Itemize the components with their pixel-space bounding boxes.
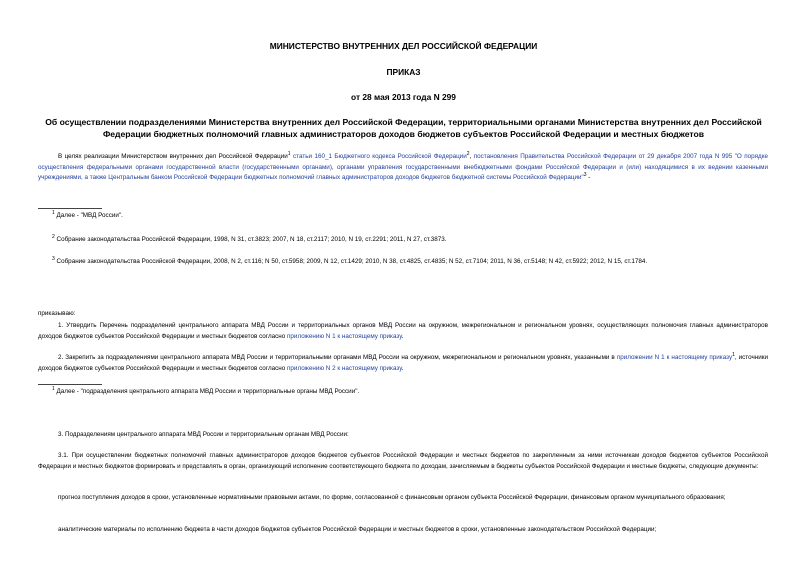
bullet-forecast: прогноз поступления доходов в сроки, установленные нормативными правовыми актами, по форме, согласованной с финансовым органом субъекта Российской Федерации, финансовым органом муниципального образования; (58, 494, 726, 501)
footnote-text: Далее - "подразделения центрального аппарата МВД России и территориальные органы МВД России". (54, 388, 360, 395)
item-3-1-paragraph: 3.1. При осуществлении бюджетных полномочий главных администраторов доходов бюджетов субъектов Российской Федерации и местных бюджетов по закрепленным за ними источникам доходов бюджетов субъектов Российской Федерации и местных бюджетов формировать и представлять в орган, организующий исполнение соответствующего бюджета по доходам, зачисляемым в бюджеты субъектов Российской Федерации и местные бюджеты, следующие документы: (38, 452, 768, 470)
footnote-number: 2 (52, 233, 55, 240)
ministry-heading: МИНИСТЕРСТВО ВНУТРЕННИХ ДЕЛ РОССИЙСКОЙ ФЕДЕРАЦИИ (269, 41, 538, 51)
document-type: ПРИКАЗ (386, 67, 421, 77)
item-3-paragraph: 3. Подразделениям центрального аппарата МВД России и территориальным органам МВД России: (58, 431, 349, 438)
item-2-paragraph (38, 353, 768, 374)
footnote-text: Собрание законодательства Российской Федерации, 2008, N 2, ст.116; N 50, ст.5958; 2009, N 12, ст.1429; 2010, N 38, ст.4825, ст.4835; N 52, ст.7104; 2011, N 36, ст.5148; N 42, ст.5922; 2012, N 15, ст.1784. (54, 258, 648, 265)
footnote-ref[interactable]: 2 (466, 150, 470, 157)
link-government-resolution[interactable]: постановления Правительства Российской Федерации от 29 декабря 2007 года N 995 "О порядке осуществления федеральными органами государственной власти (государственными органами), органами управления государственными внебюджетными фондами Российской Федерации и (или) находящимися в их ведении казенными учреждениями, а также Центральным банком Российской Федерации бюджетных полномочий главных администраторов доходов бюджетов бюджетной системы Российской Федерации" (38, 153, 769, 182)
footnote-ref[interactable]: 1 (287, 150, 291, 157)
footnote-separator (38, 208, 102, 209)
order-word: приказываю: (38, 310, 76, 317)
item-1-end: . (401, 332, 404, 340)
footnote-number: 1 (52, 209, 55, 216)
footnote-text: Далее - "МВД России". (54, 212, 123, 219)
link-appendix-2[interactable]: приложению N 2 к настоящему приказу (287, 364, 402, 372)
footnote-1 (52, 211, 123, 221)
footnote-number: 3 (52, 255, 55, 262)
item-1-text: 1. Утвердить Перечень подразделений центрального аппарата МВД России и территориальных органов МВД России на окружном, межрегиональном и региональном уровнях, осуществляющих полномочия главных администраторов доходов бюджетов субъектов Российской Федерации и местных бюджетов согласно (38, 322, 768, 340)
footnote-3 (52, 257, 647, 267)
item-1-paragraph (38, 321, 768, 342)
link-budget-code[interactable]: статьи 160_1 Бюджетного кодекса Российской Федерации (293, 153, 467, 160)
preamble-paragraph (38, 152, 768, 184)
item-2-mid: , источники доходов бюджетов субъектов Российской Федерации и местных бюджетов согласно (38, 354, 769, 372)
item-2-end: . (401, 364, 404, 372)
preamble-text: - (586, 174, 591, 182)
footnote-ref[interactable]: 1 (732, 351, 735, 358)
footnote-2 (52, 235, 447, 245)
bullet-analytics: аналитические материалы по исполнению бюджета в части доходов бюджетов субъектов Российской Федерации и местных бюджетов в сроки, установленные законодательством Российской Федерации; (58, 526, 657, 533)
footnote-separator (38, 384, 102, 385)
preamble-text: В целях реализации Министерством внутренних дел Российской Федерации (58, 153, 288, 160)
link-appendix-1[interactable]: приложении N 1 к настоящему приказу (616, 354, 733, 361)
footnote-text: Собрание законодательства Российской Федерации, 1998, N 31, ст.3823; 2007, N 18, ст.2117; 2010, N 19, ст.2291; 2011, N 27, ст.3873. (54, 236, 447, 243)
preamble-text: , (469, 153, 472, 160)
footnote-number: 1 (52, 385, 55, 392)
footnote-4 (52, 387, 359, 397)
link-appendix-1[interactable]: приложению N 1 к настоящему приказу (287, 332, 402, 340)
document-title: Об осуществлении подразделениями Министерства внутренних дел Российской Федерации, территориальными органами Министерства внутренних дел Российской Федерации бюджетных полномочий главных администраторов доходов бюджетов субъектов Российской Федерации и местных бюджетов (45, 117, 762, 139)
item-2-text: 2. Закрепить за подразделениями центрального аппарата МВД России и территориальными органами МВД России на окружном, межрегиональном и региональном уровнях, указанными в (58, 354, 615, 361)
footnote-ref[interactable]: 3 (583, 172, 587, 179)
document-date-number: от 28 мая 2013 года N 299 (351, 92, 456, 102)
